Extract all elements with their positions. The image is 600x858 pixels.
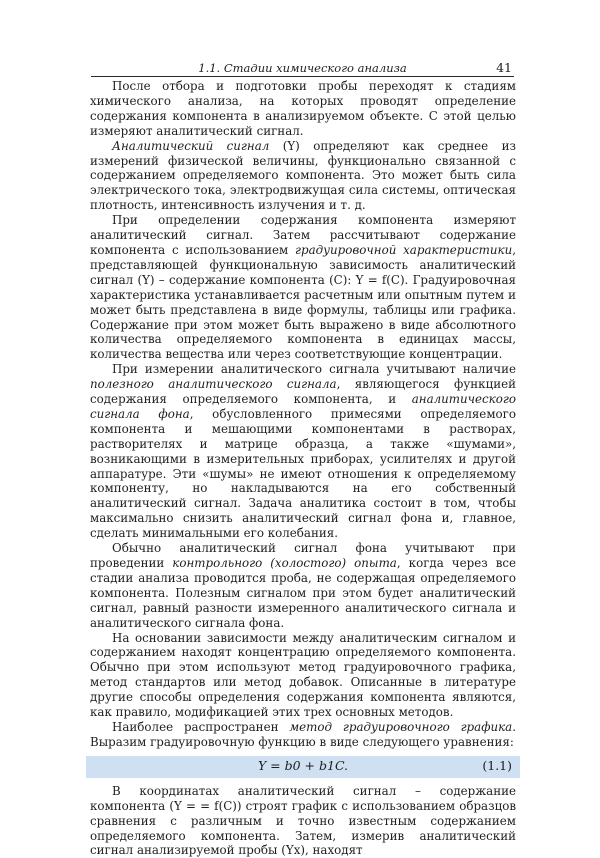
paragraph-calibration-characteristic	[90, 213, 516, 362]
paragraph-text: Обычно аналитический сигнал фона учитывают при проведении	[90, 541, 516, 570]
paragraph-text: (Y) определяют как среднее из измерений физической величины, функционально связанной с содержанием определяемого компонента. Это может быть сила электрического тока, электродвижущая сила системы, оптическая плотность, интенсивность излучения и т. д.	[90, 138, 516, 213]
paragraph-sampling: После отбора и подготовки пробы переходят к стадиям химического анализа, на которых проводят определение содержания компонента в анализируемом объекте. С этой целью измеряют аналитический сигнал.	[90, 79, 516, 138]
paragraph-analytical-signal	[90, 139, 516, 214]
term-background-signal: аналитического сигнала фона	[90, 392, 516, 421]
equation-block	[86, 756, 520, 778]
paragraph-text: . Выразим градуировочную функцию в виде следующего уравнения:	[90, 719, 516, 749]
paragraph-text: При определении содержания компонента измеряют аналитический сигнал. Затем рассчитывают содержание компонента с использованием	[90, 213, 516, 257]
term-calibration-characteristic: градуировочной характеристики	[295, 242, 513, 257]
paragraph-text: , обусловленного примесями определяемого компонента и мешающими компонентами в растворах, растворителях и матрице образца, а также «шумами», возникающими в измерительных приборах, усилителях и другой аппаратуре. Эти «шумы» не имеют отношения к определяемому компоненту, но накладываются на его собственный аналитический сигнал. Задача аналитика состоит в том, чтобы максимально снизить аналитический сигнал фона и, главное, сделать минимальными его колебания.	[90, 406, 516, 541]
page-number: 41	[496, 60, 512, 75]
paragraph-blank-experiment	[90, 541, 516, 630]
paragraph-text: , являющегося функцией содержания определяемого компонента, и	[90, 377, 516, 407]
paragraph-text: При измерении аналитического сигнала учитывают наличие	[112, 362, 516, 377]
running-header	[91, 60, 514, 77]
paragraph-useful-signal	[90, 362, 516, 541]
term-useful-signal: полезного аналитического сигнала	[90, 377, 337, 392]
section-title: 1.1. Стадии химического анализа	[198, 61, 407, 75]
paragraph-calibration-method	[90, 720, 516, 750]
equation-formula: Y = b0 + b1C.	[257, 757, 349, 773]
paragraph-text: Наиболее распространен	[112, 719, 290, 734]
paragraph-text: , когда через все стадии анализа проводится проба, не содержащая определяемого компонента. Полезным сигналом при этом будет аналитический сигнал, равный разности измеренного аналитического сигнала и аналитического сигнала фона.	[90, 556, 517, 630]
equation-number: (1.1)	[482, 757, 512, 773]
paragraph-methods: На основании зависимости между аналитическим сигналом и содержанием находят концентрацию определяемого компонента. Обычно при этом используют метод градуировочного графика, метод стандартов или метод добавок. Описанные в литературе другие способы определения содержания компонента являются, как правило, модификацией этих трех основных методов.	[90, 630, 516, 720]
term-analytical-signal: Аналитический сигнал	[112, 138, 270, 153]
term-blank-experiment: контрольного (холостого) опыта	[172, 556, 397, 570]
paragraph-graph-construction: В координатах аналитический сигнал – содержание компонента (Y = = f(C)) строят график с использованием образцов сравнения с различным и точно известным содержанием определяемого компонента. Затем, измерив аналитический сигнал анализируемой пробы (Yx), находят	[90, 783, 516, 858]
page-body	[90, 79, 516, 858]
term-calibration-graph-method: метод градуировочного графика	[289, 719, 513, 734]
paragraph-text: , представляющей функциональную зависимость аналитический сигнал (Y) – содержание компонента (C): Y = f(C). Градуировочная характеристика устанавливается расчетным или опытным путем и может быть представлена в виде формулы, таблицы или графика. Содержание при этом может быть выражено в виде абсолютного количества определяемого компонента в единицах массы, количества вещества или через соответствующие концентрации.	[90, 242, 516, 362]
